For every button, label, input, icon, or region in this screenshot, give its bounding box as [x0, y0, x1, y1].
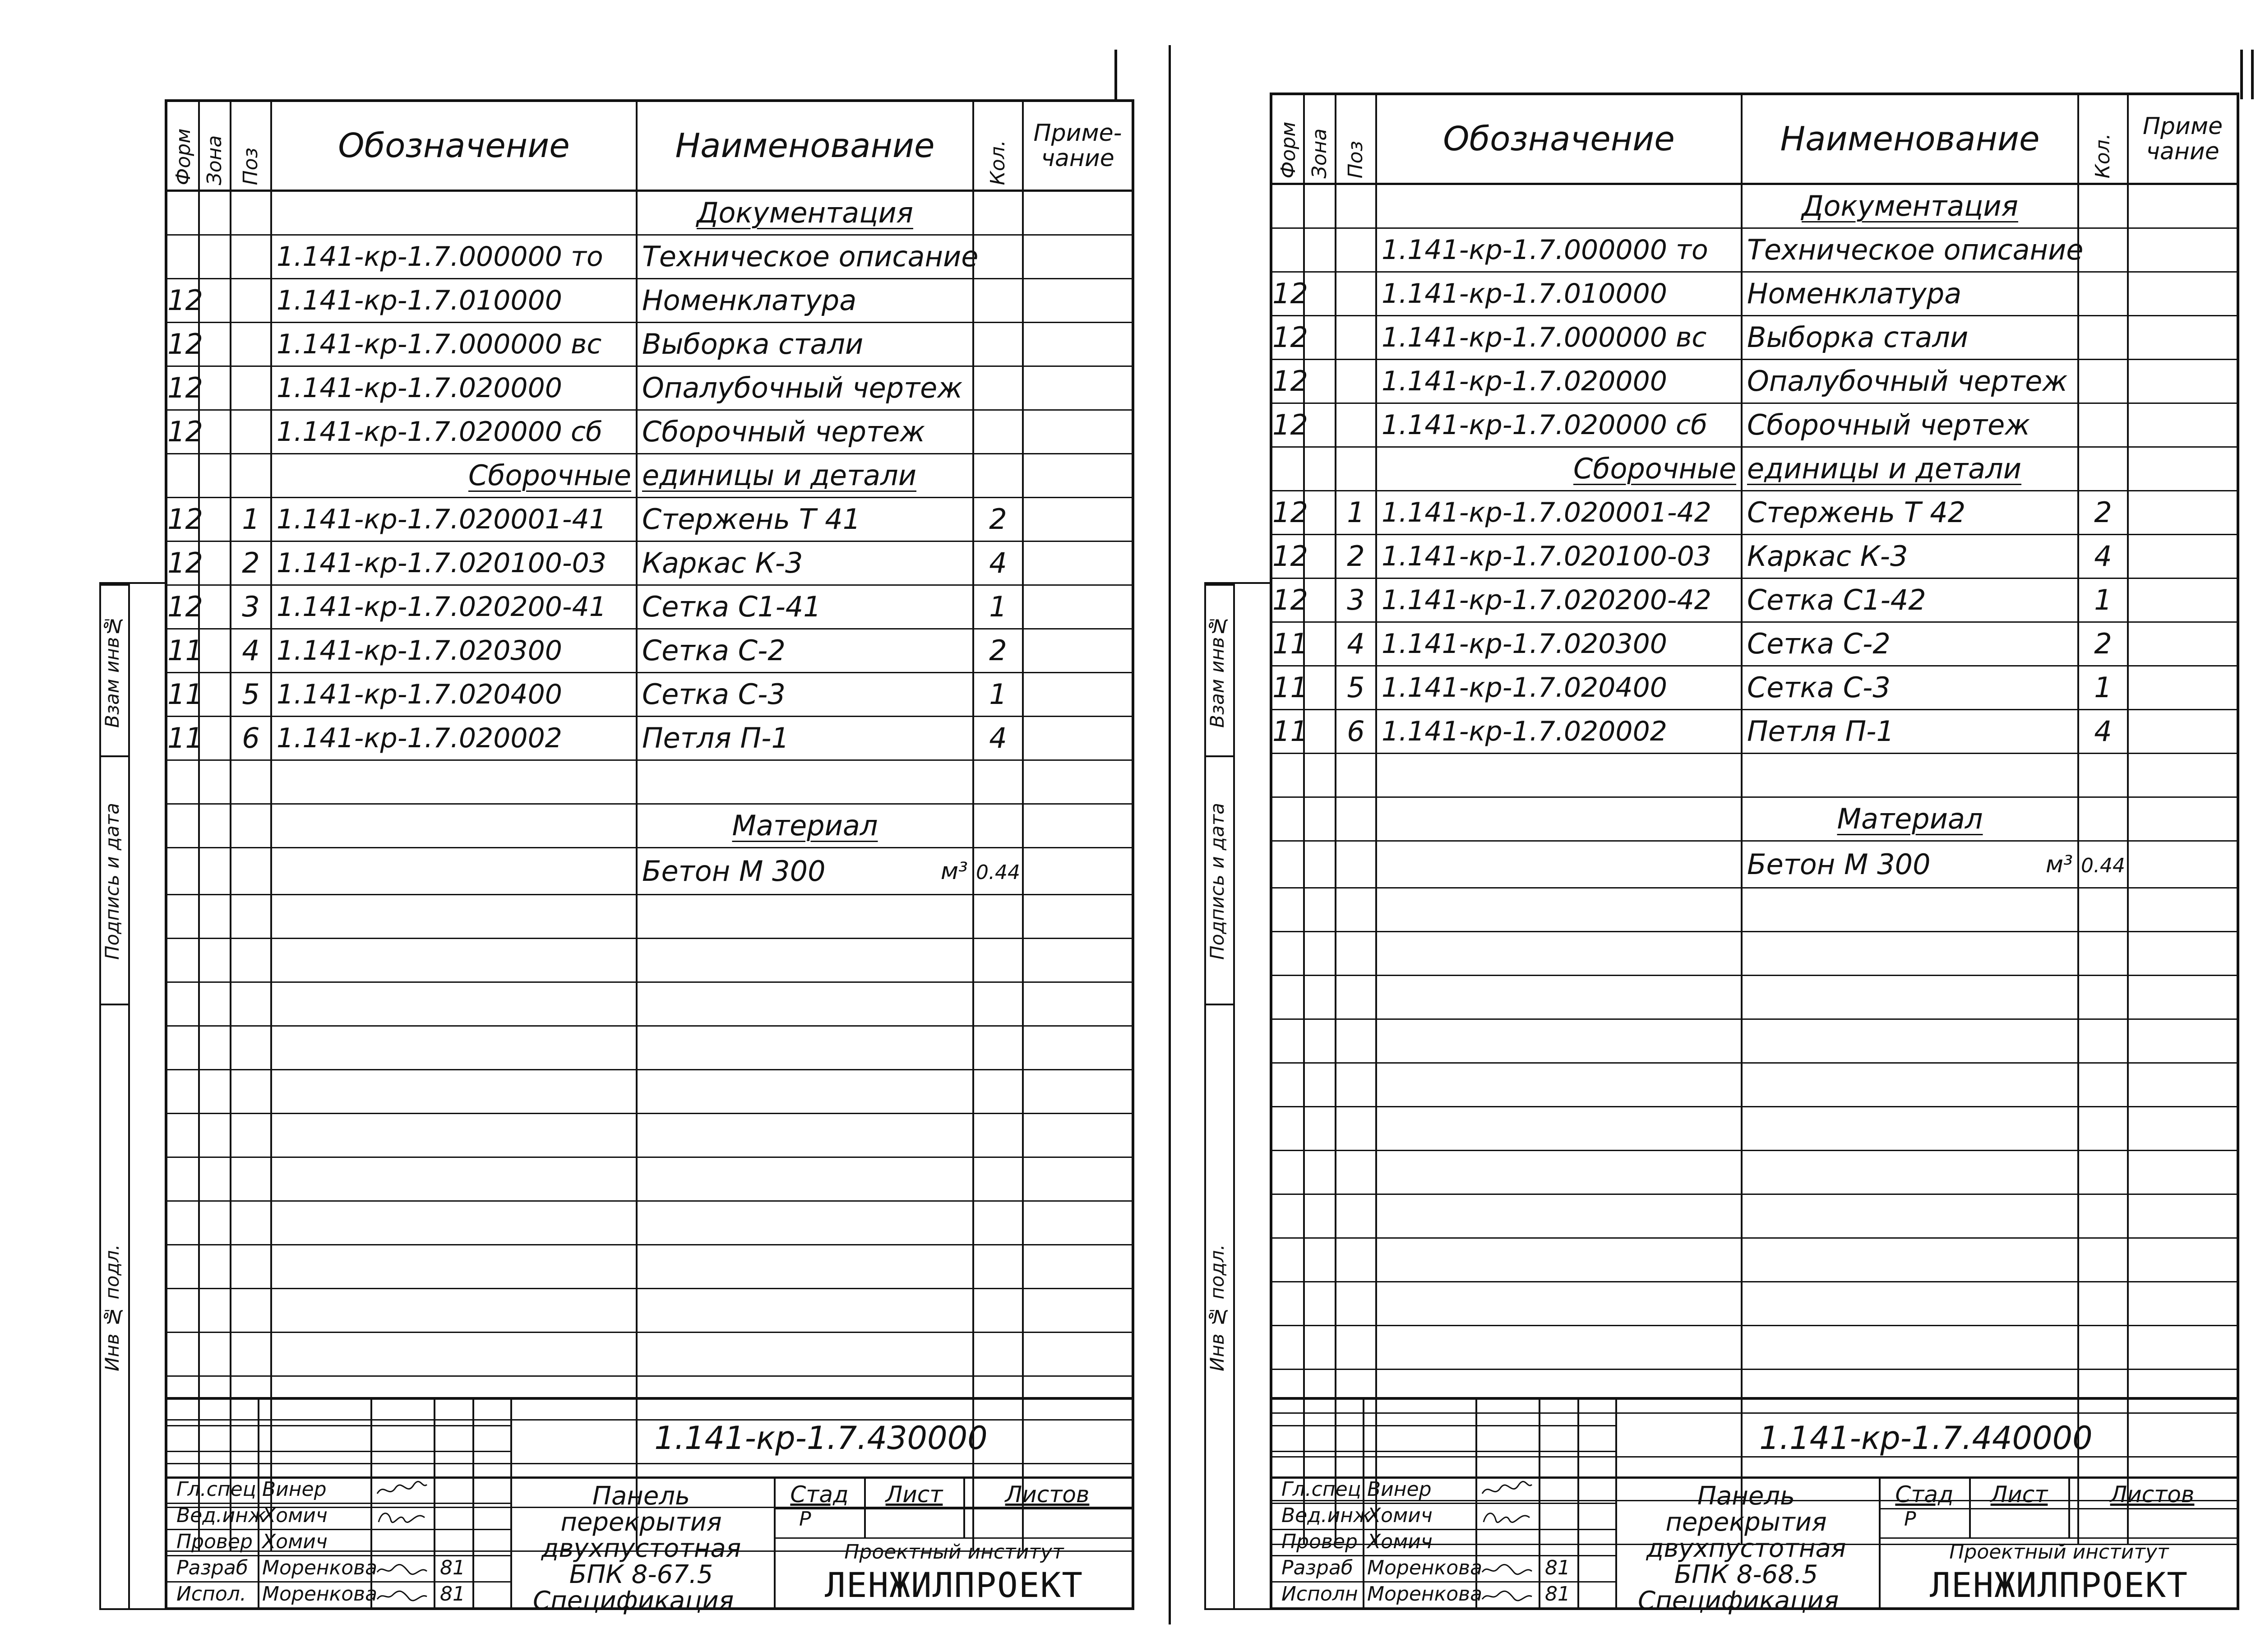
- section-material: Материал: [1742, 797, 2078, 841]
- table-row: 12 1.141-кр-1.7.010000 Номенклатура: [167, 279, 1132, 323]
- roles-list: Гл.спец Винер Вед.инж Хомич Провер Хомич Разраб Моренкова 81 Исполн Моренкова 81: [1281, 1478, 1570, 1606]
- section-docs: Документация: [1742, 184, 2078, 228]
- signature-icon: [375, 1480, 429, 1501]
- section-assembly-a: Сборочные: [1376, 447, 1742, 491]
- section-docs: Документация: [637, 191, 973, 235]
- side-inv-podl: Инв № подл.: [101, 1244, 123, 1371]
- corner-tick: [1114, 50, 1117, 99]
- material-row: Бетон М 300 м³: [1742, 841, 2078, 888]
- col-pos: Поз: [231, 102, 271, 191]
- table-row: 12 2 1.141-кр-1.7.020100-03 Каркас К-3 4: [1272, 535, 2237, 578]
- table-row: 11 4 1.141-кр-1.7.020300 Сетка С-2 2: [167, 629, 1132, 673]
- section-assembly-b: единицы и детали: [1742, 447, 2078, 491]
- signature-icon: [375, 1559, 429, 1579]
- sheet-right: [1146, 0, 2256, 1652]
- table-row: 12 1.141-кр-1.7.020000 Опалубочный чертеж: [1272, 360, 2237, 403]
- table-row: [1272, 447, 2237, 491]
- sheets-label: Листов: [1005, 1481, 1090, 1508]
- table-header: [1272, 95, 2237, 184]
- title-block: [1272, 1397, 2237, 1615]
- table-header: [167, 102, 1132, 191]
- table-row: 1.141-кр-1.7.000000 то Техническое описание: [1272, 228, 2237, 272]
- stage-value: Р: [799, 1508, 811, 1531]
- side-sign-date: Подпись и дата: [1206, 803, 1228, 960]
- table-row: [167, 804, 1132, 848]
- signature-icon: [375, 1506, 429, 1527]
- table-row: 11 6 1.141-кр-1.7.020002 Петля П-1 4: [167, 717, 1132, 760]
- signature-icon: [1480, 1480, 1534, 1501]
- col-form: Форм: [1272, 95, 1304, 184]
- document-title: Панель перекрытия двухпустотная БПК 8-68.5 Спецификация: [1638, 1481, 1846, 1615]
- col-name: Наименование: [637, 102, 973, 191]
- col-qty: Кол.: [973, 102, 1023, 191]
- table-row: 12 1.141-кр-1.7.000000 вс Выборка стали: [1272, 316, 2237, 360]
- table-row: 12 1.141-кр-1.7.020000 сб Сборочный чертеж: [1272, 403, 2237, 447]
- table-row: 11 5 1.141-кр-1.7.020400 Сетка С-3 1: [167, 673, 1132, 717]
- corner-tick: [2251, 50, 2254, 99]
- institute: Проектный институт ЛЕНЖИЛПРОЕКТ: [824, 1541, 1084, 1605]
- table-row: Бетон М 300 м³ 0.44: [167, 848, 1132, 895]
- table-row: 12 1 1.141-кр-1.7.020001-41 Стержень Т 41 2: [167, 498, 1132, 541]
- side-inv-podl: Инв № подл.: [1206, 1244, 1228, 1371]
- side-inv-vzam: Взам инв№: [1206, 615, 1228, 728]
- table-row: [167, 454, 1132, 498]
- table-row: 11 6 1.141-кр-1.7.020002 Петля П-1 4: [1272, 710, 2237, 754]
- table-row: 11 4 1.141-кр-1.7.020300 Сетка С-2 2: [1272, 622, 2237, 666]
- col-note: Приме чание: [2128, 95, 2237, 184]
- sheet-label: Лист: [885, 1481, 943, 1508]
- section-assembly-b: единицы и детали: [637, 454, 973, 498]
- spec-frame: [165, 99, 1134, 1615]
- drawing-code: 1.141-кр-1.7.440000: [1615, 1400, 2237, 1479]
- signature-icon: [1480, 1585, 1534, 1606]
- table-row: 11 5 1.141-кр-1.7.020400 Сетка С-3 1: [1272, 666, 2237, 710]
- col-designation: Обозначение: [271, 102, 637, 191]
- document-title: Панель перекрытия двухпустотная БПК 8-67.5 Спецификация: [533, 1481, 741, 1615]
- side-stamp: [1204, 582, 1270, 1610]
- material-row: Бетон М 300 м³: [637, 848, 973, 895]
- col-zone: Зона: [199, 102, 231, 191]
- table-row: 12 2 1.141-кр-1.7.020100-03 Каркас К-3 4: [167, 541, 1132, 585]
- signature-icon: [1480, 1506, 1534, 1527]
- col-name: Наименование: [1742, 95, 2078, 184]
- table-row: 12 1.141-кр-1.7.020000 сб Сборочный чертеж: [167, 410, 1132, 454]
- col-qty: Кол.: [2078, 95, 2128, 184]
- stage-label: Стад: [1895, 1481, 1954, 1508]
- table-row: 12 3 1.141-кр-1.7.020200-41 Сетка С1-41 1: [167, 585, 1132, 629]
- table-row: 12 1.141-кр-1.7.000000 вс Выборка стали: [167, 323, 1132, 366]
- table-row: 1.141-кр-1.7.000000 то Техническое описание: [167, 235, 1132, 279]
- roles-list: Гл.спец Винер Вед.инж Хомич Провер Хомич Разраб Моренкова 81 Испол. Моренкова 81: [176, 1478, 465, 1606]
- spec-frame: [1270, 93, 2239, 1615]
- stage-value: Р: [1904, 1508, 1916, 1531]
- sheet-label: Лист: [1990, 1481, 2048, 1508]
- institute: Проектный институт ЛЕНЖИЛПРОЕКТ: [1929, 1541, 2189, 1605]
- col-designation: Обозначение: [1376, 95, 1742, 184]
- col-note: Приме-чание: [1023, 102, 1132, 191]
- signature-icon: [375, 1585, 429, 1606]
- side-stamp: [99, 582, 165, 1610]
- table-row: 12 1 1.141-кр-1.7.020001-42 Стержень Т 42 2: [1272, 491, 2237, 535]
- table-row: [1272, 184, 2237, 228]
- table-row: 12 1.141-кр-1.7.010000 Номенклатура: [1272, 272, 2237, 316]
- table-row: [167, 760, 1132, 804]
- side-sign-date: Подпись и дата: [101, 803, 123, 960]
- col-pos: Поз: [1336, 95, 1376, 184]
- title-block: [167, 1397, 1132, 1615]
- drawing-code: 1.141-кр-1.7.430000: [510, 1400, 1132, 1479]
- table-row: [167, 191, 1132, 235]
- spec-table: [1272, 95, 2237, 1545]
- col-form: Форм: [167, 102, 199, 191]
- sheets-label: Листов: [2110, 1481, 2195, 1508]
- spec-table: [167, 102, 1132, 1552]
- signature-icon: [1480, 1559, 1534, 1579]
- table-row: [1272, 797, 2237, 841]
- table-row: Бетон М 300 м³ 0.44: [1272, 841, 2237, 888]
- stage-label: Стад: [790, 1481, 849, 1508]
- table-row: 12 1.141-кр-1.7.020000 Опалубочный чертеж: [167, 366, 1132, 410]
- corner-tick: [2240, 50, 2243, 99]
- section-assembly-a: Сборочные: [271, 454, 637, 498]
- col-zone: Зона: [1304, 95, 1336, 184]
- side-inv-vzam: Взам инв№: [101, 615, 123, 728]
- table-row: [1272, 754, 2237, 797]
- table-row: 12 3 1.141-кр-1.7.020200-42 Сетка С1-42 1: [1272, 578, 2237, 622]
- section-material: Материал: [637, 804, 973, 848]
